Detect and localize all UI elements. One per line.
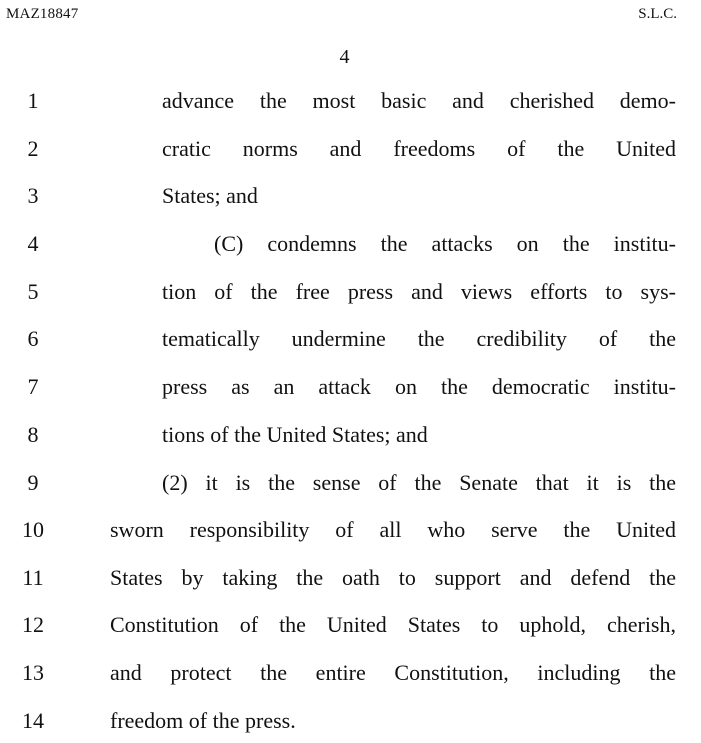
text-line <box>0 706 701 736</box>
document-id: MAZ18847 <box>6 6 79 22</box>
line-number: 12 <box>22 612 44 637</box>
line-number: 7 <box>27 374 39 399</box>
text-line <box>0 563 701 593</box>
line-text: and protect the entire Constitution, including the <box>110 660 676 685</box>
text-line <box>0 610 701 640</box>
text-line <box>0 86 701 116</box>
line-number: 5 <box>27 279 39 304</box>
page-number: 4 <box>339 46 350 68</box>
line-number: 3 <box>27 183 39 208</box>
line-text: States; and <box>162 183 258 208</box>
line-number: 6 <box>27 326 39 351</box>
text-line <box>0 420 701 450</box>
text-line <box>0 658 701 688</box>
line-text: Constitution of the United States to uphold, cherish, <box>110 612 676 637</box>
line-number: 2 <box>27 136 39 161</box>
line-text: (2) it is the sense of the Senate that it is the <box>162 470 676 495</box>
text-line <box>0 324 701 354</box>
line-text: (C) condemns the attacks on the institu- <box>214 231 676 256</box>
line-number: 13 <box>22 660 44 685</box>
line-number: 9 <box>27 470 39 495</box>
line-text: cratic norms and freedoms of the United <box>162 136 676 161</box>
line-number: 8 <box>27 422 39 447</box>
line-text: States by taking the oath to support and defend the <box>110 565 676 590</box>
text-line <box>0 229 701 259</box>
line-text: sworn responsibility of all who serve the United <box>110 517 676 542</box>
line-text: tematically undermine the credibility of the <box>162 326 676 351</box>
line-number: 10 <box>22 517 44 542</box>
line-text: tion of the free press and views efforts to sys- <box>162 279 676 304</box>
line-text: tions of the United States; and <box>162 422 428 447</box>
line-number: 1 <box>27 88 39 113</box>
line-text: press as an attack on the democratic institu- <box>162 374 676 399</box>
line-text: freedom of the press. <box>110 708 296 733</box>
text-line <box>0 468 701 498</box>
text-line <box>0 277 701 307</box>
text-line <box>0 134 701 164</box>
text-line <box>0 372 701 402</box>
line-number: 4 <box>27 231 39 256</box>
text-line <box>0 515 701 545</box>
text-line <box>0 181 701 211</box>
line-number: 14 <box>22 708 44 733</box>
line-number: 11 <box>22 565 44 590</box>
line-text: advance the most basic and cherished demo- <box>162 88 676 113</box>
office-code: S.L.C. <box>638 6 677 22</box>
